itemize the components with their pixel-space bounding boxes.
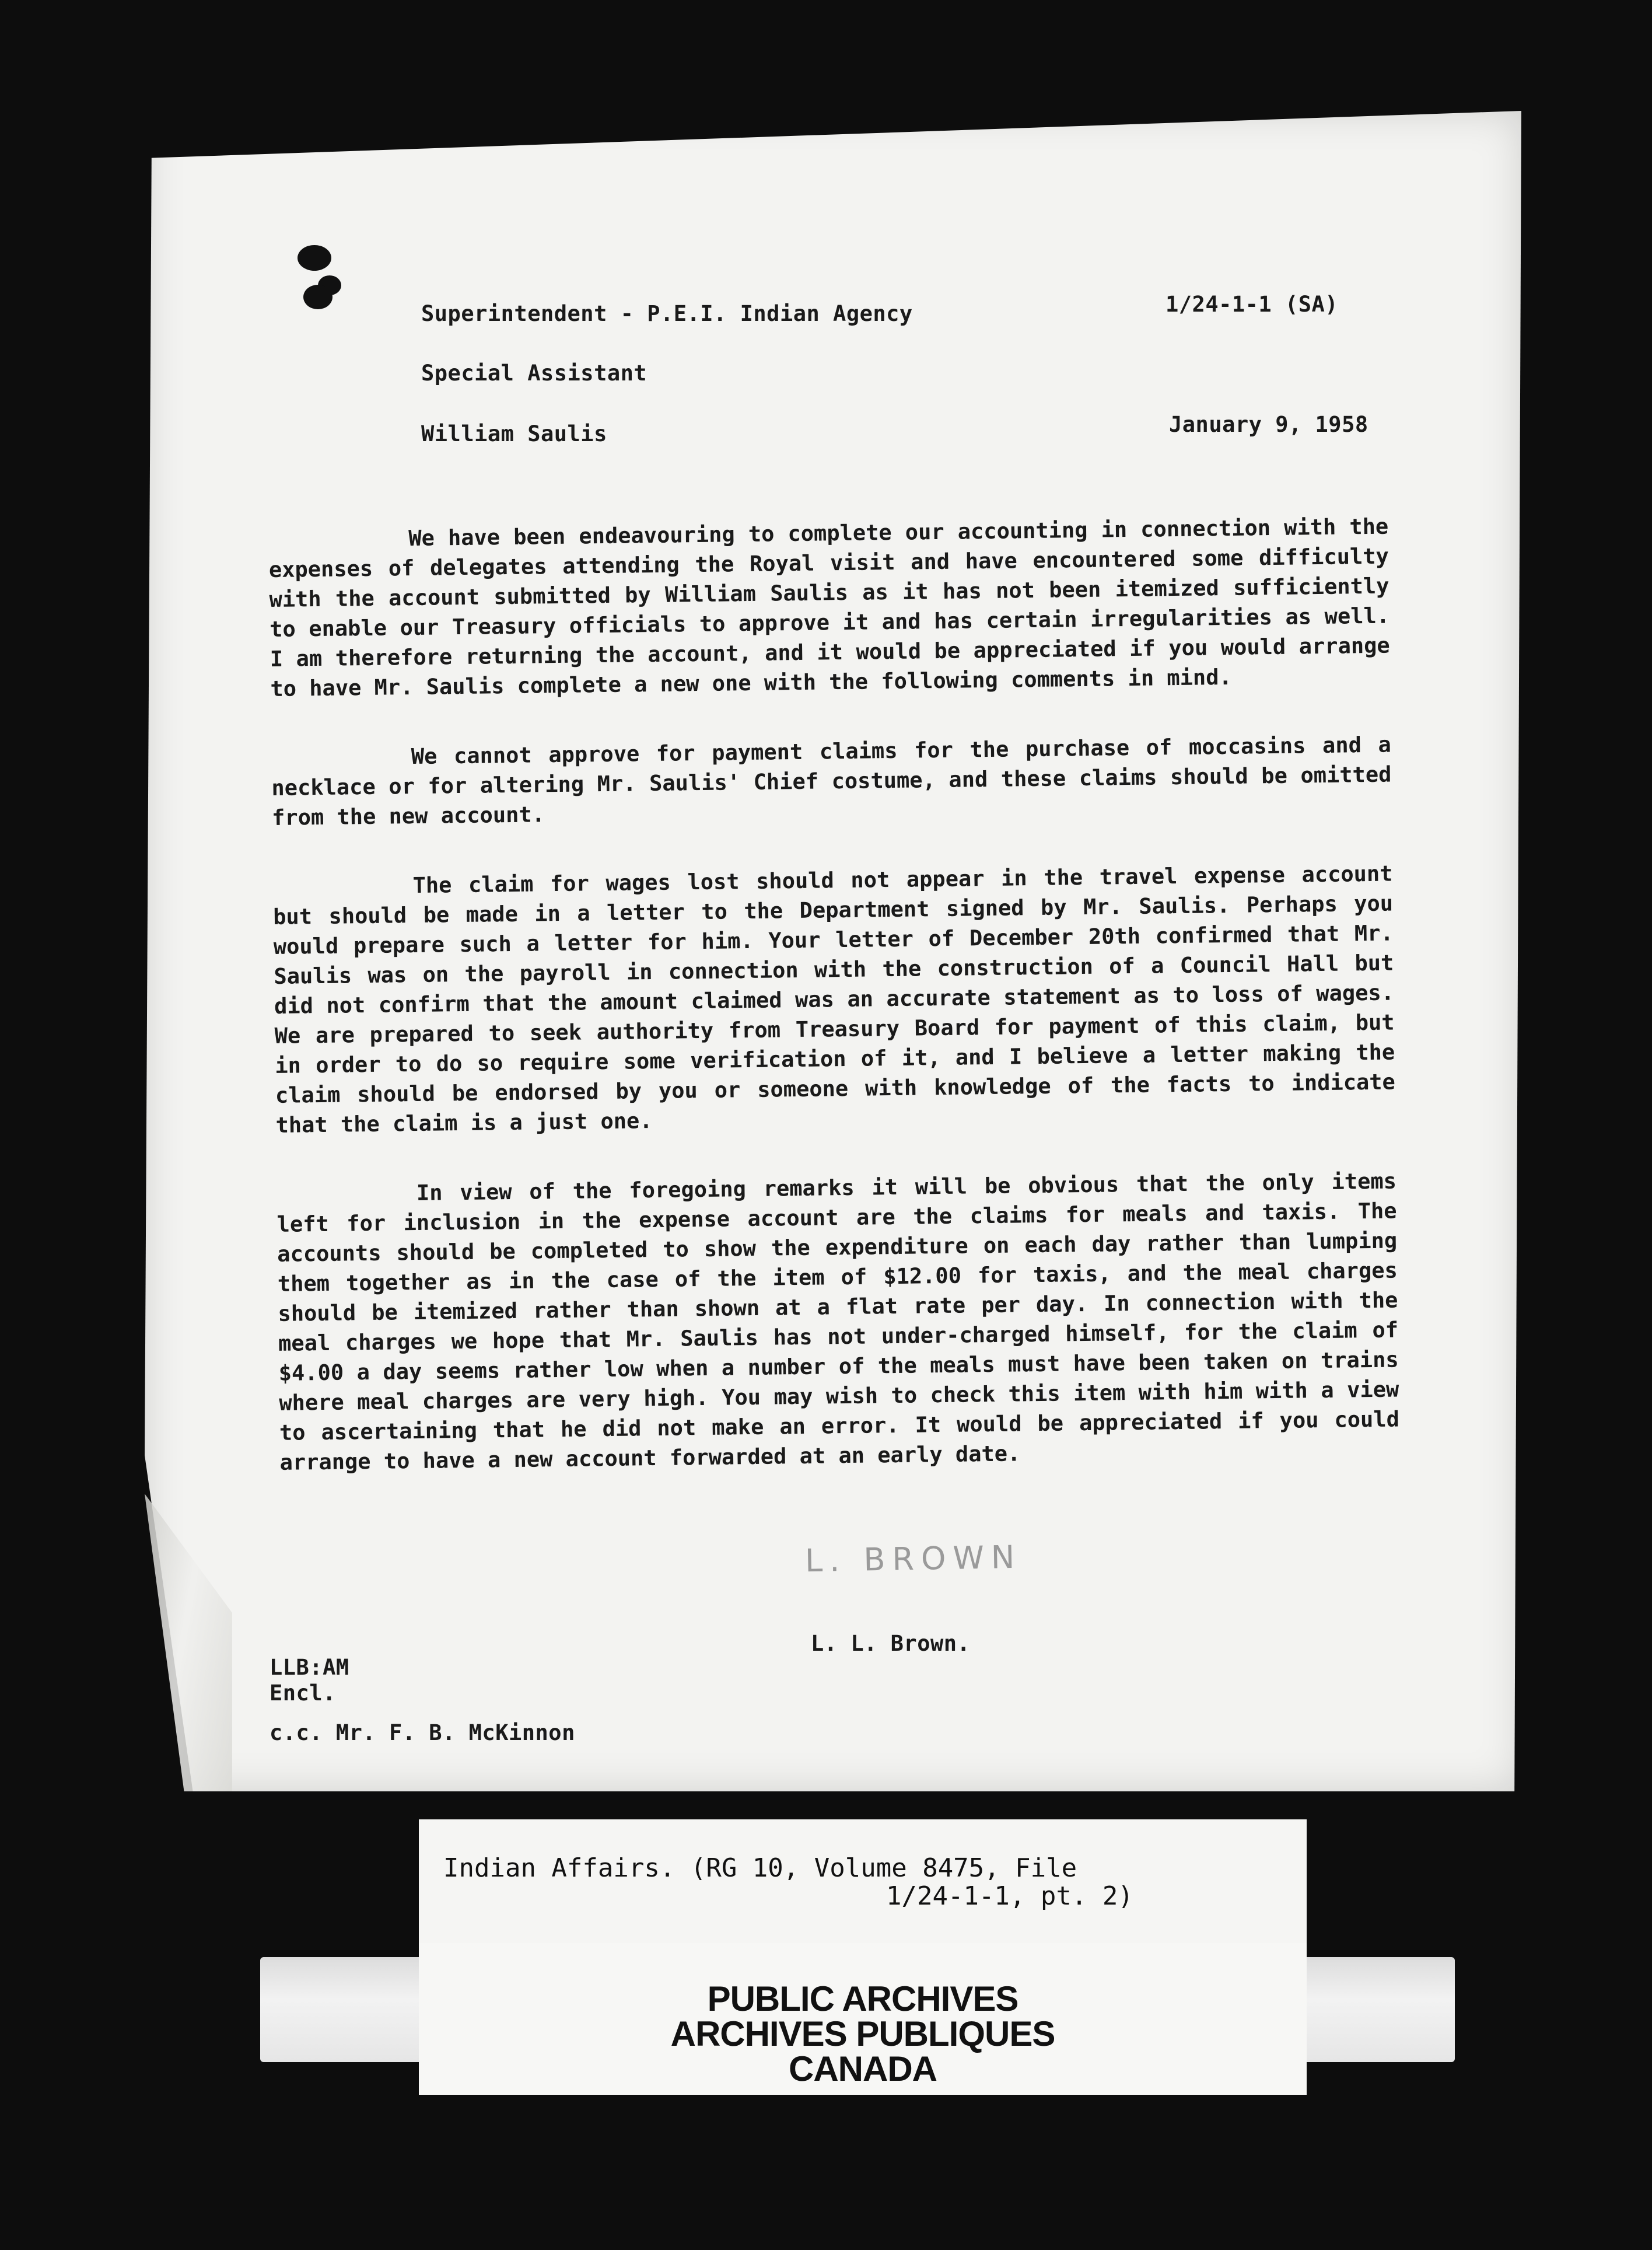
paragraph: We have been endeavouring to complete our accounting in connection with the expenses of delegates attending the Royal visit and have encountered some difficulty with the account submitted by William Saulis as it has not been itemized sufficiently to enable our Treasury officials to approve it and has certain irregularities as well. I am therefore returning the account, and it would be appreciated if you would arrange to have Mr. Saulis complete a new one with the following comments in mind. xyxy=(268,513,1390,701)
enclosure-note: Encl. xyxy=(270,1680,336,1706)
letter-body xyxy=(268,512,1401,1517)
carbon-copy: c.c. Mr. F. B. McKinnon xyxy=(270,1720,575,1745)
archive-stamp-line: CANADA xyxy=(789,2049,937,2088)
subject: William Saulis xyxy=(421,421,607,446)
paragraph: In view of the foregoing remarks it will be obvious that the only items left for inclusion in the expense account are the claims for meals and taxis. The accounts should be completed to show the expenditure on each day rather than lumping them together as in the case of the item of $12.00 for taxis, and the meal charges should be itemized rather than shown at a flat rate per day. In connection with the meal charges we hope that Mr. Saulis has not under-charged himself, for the claim of $4.00 a day seems rather low when a number of the meals must have been taken on trains where meal charges are very high. You may wish to check this item with him with a view to ascertaining that he did not make an error. It would be appreciated if you could arrange to have a new account forwarded at an early date. xyxy=(276,1168,1400,1475)
recipient: Superintendent - P.E.I. Indian Agency xyxy=(421,301,913,326)
archive-stamp-line: ARCHIVES PUBLIQUES xyxy=(670,2014,1055,2053)
archive-stamp-card xyxy=(419,1943,1307,2095)
letter-date: January 9, 1958 xyxy=(1169,412,1368,437)
paragraph: We cannot approve for payment claims for the purchase of moccasins and a necklace or for altering Mr. Saulis' Chief costume, and these claims should be omitted from the new account. xyxy=(271,732,1392,830)
archive-reference-line: Indian Affairs. (RG 10, Volume 8475, File xyxy=(443,1853,1077,1883)
signer-name: L. L. Brown. xyxy=(811,1631,971,1656)
archive-stamp-line: PUBLIC ARCHIVES xyxy=(707,1979,1019,2018)
ink-blot xyxy=(298,245,331,271)
file-reference: 1/24-1-1 (SA) xyxy=(1166,292,1339,317)
typist-initials: LLB:AM xyxy=(270,1655,349,1680)
paragraph: The claim for wages lost should not appear in the travel expense account but should be made in a letter to the Department signed by Mr. Saulis. Perhaps you would prepare such a letter for him. Your letter of December 20th confirmed that Mr. Saulis was on the payroll in connection with the construction of a Council Hall but did not confirm that the amount claimed was an accurate statement as to loss of wages. We are prepared to seek authority from Treasury Board for payment of this claim, but in order to do so require some verification of it, and I believe a letter making the claim should be endorsed by you or someone with knowledge of the facts to indicate that the claim is a just one. xyxy=(272,861,1396,1138)
archive-reference-line: 1/24-1-1, pt. 2) xyxy=(886,1881,1133,1911)
signature-stamp: L. BROWN xyxy=(804,1538,1022,1580)
ink-blot xyxy=(303,285,332,309)
sender: Special Assistant xyxy=(421,361,648,386)
